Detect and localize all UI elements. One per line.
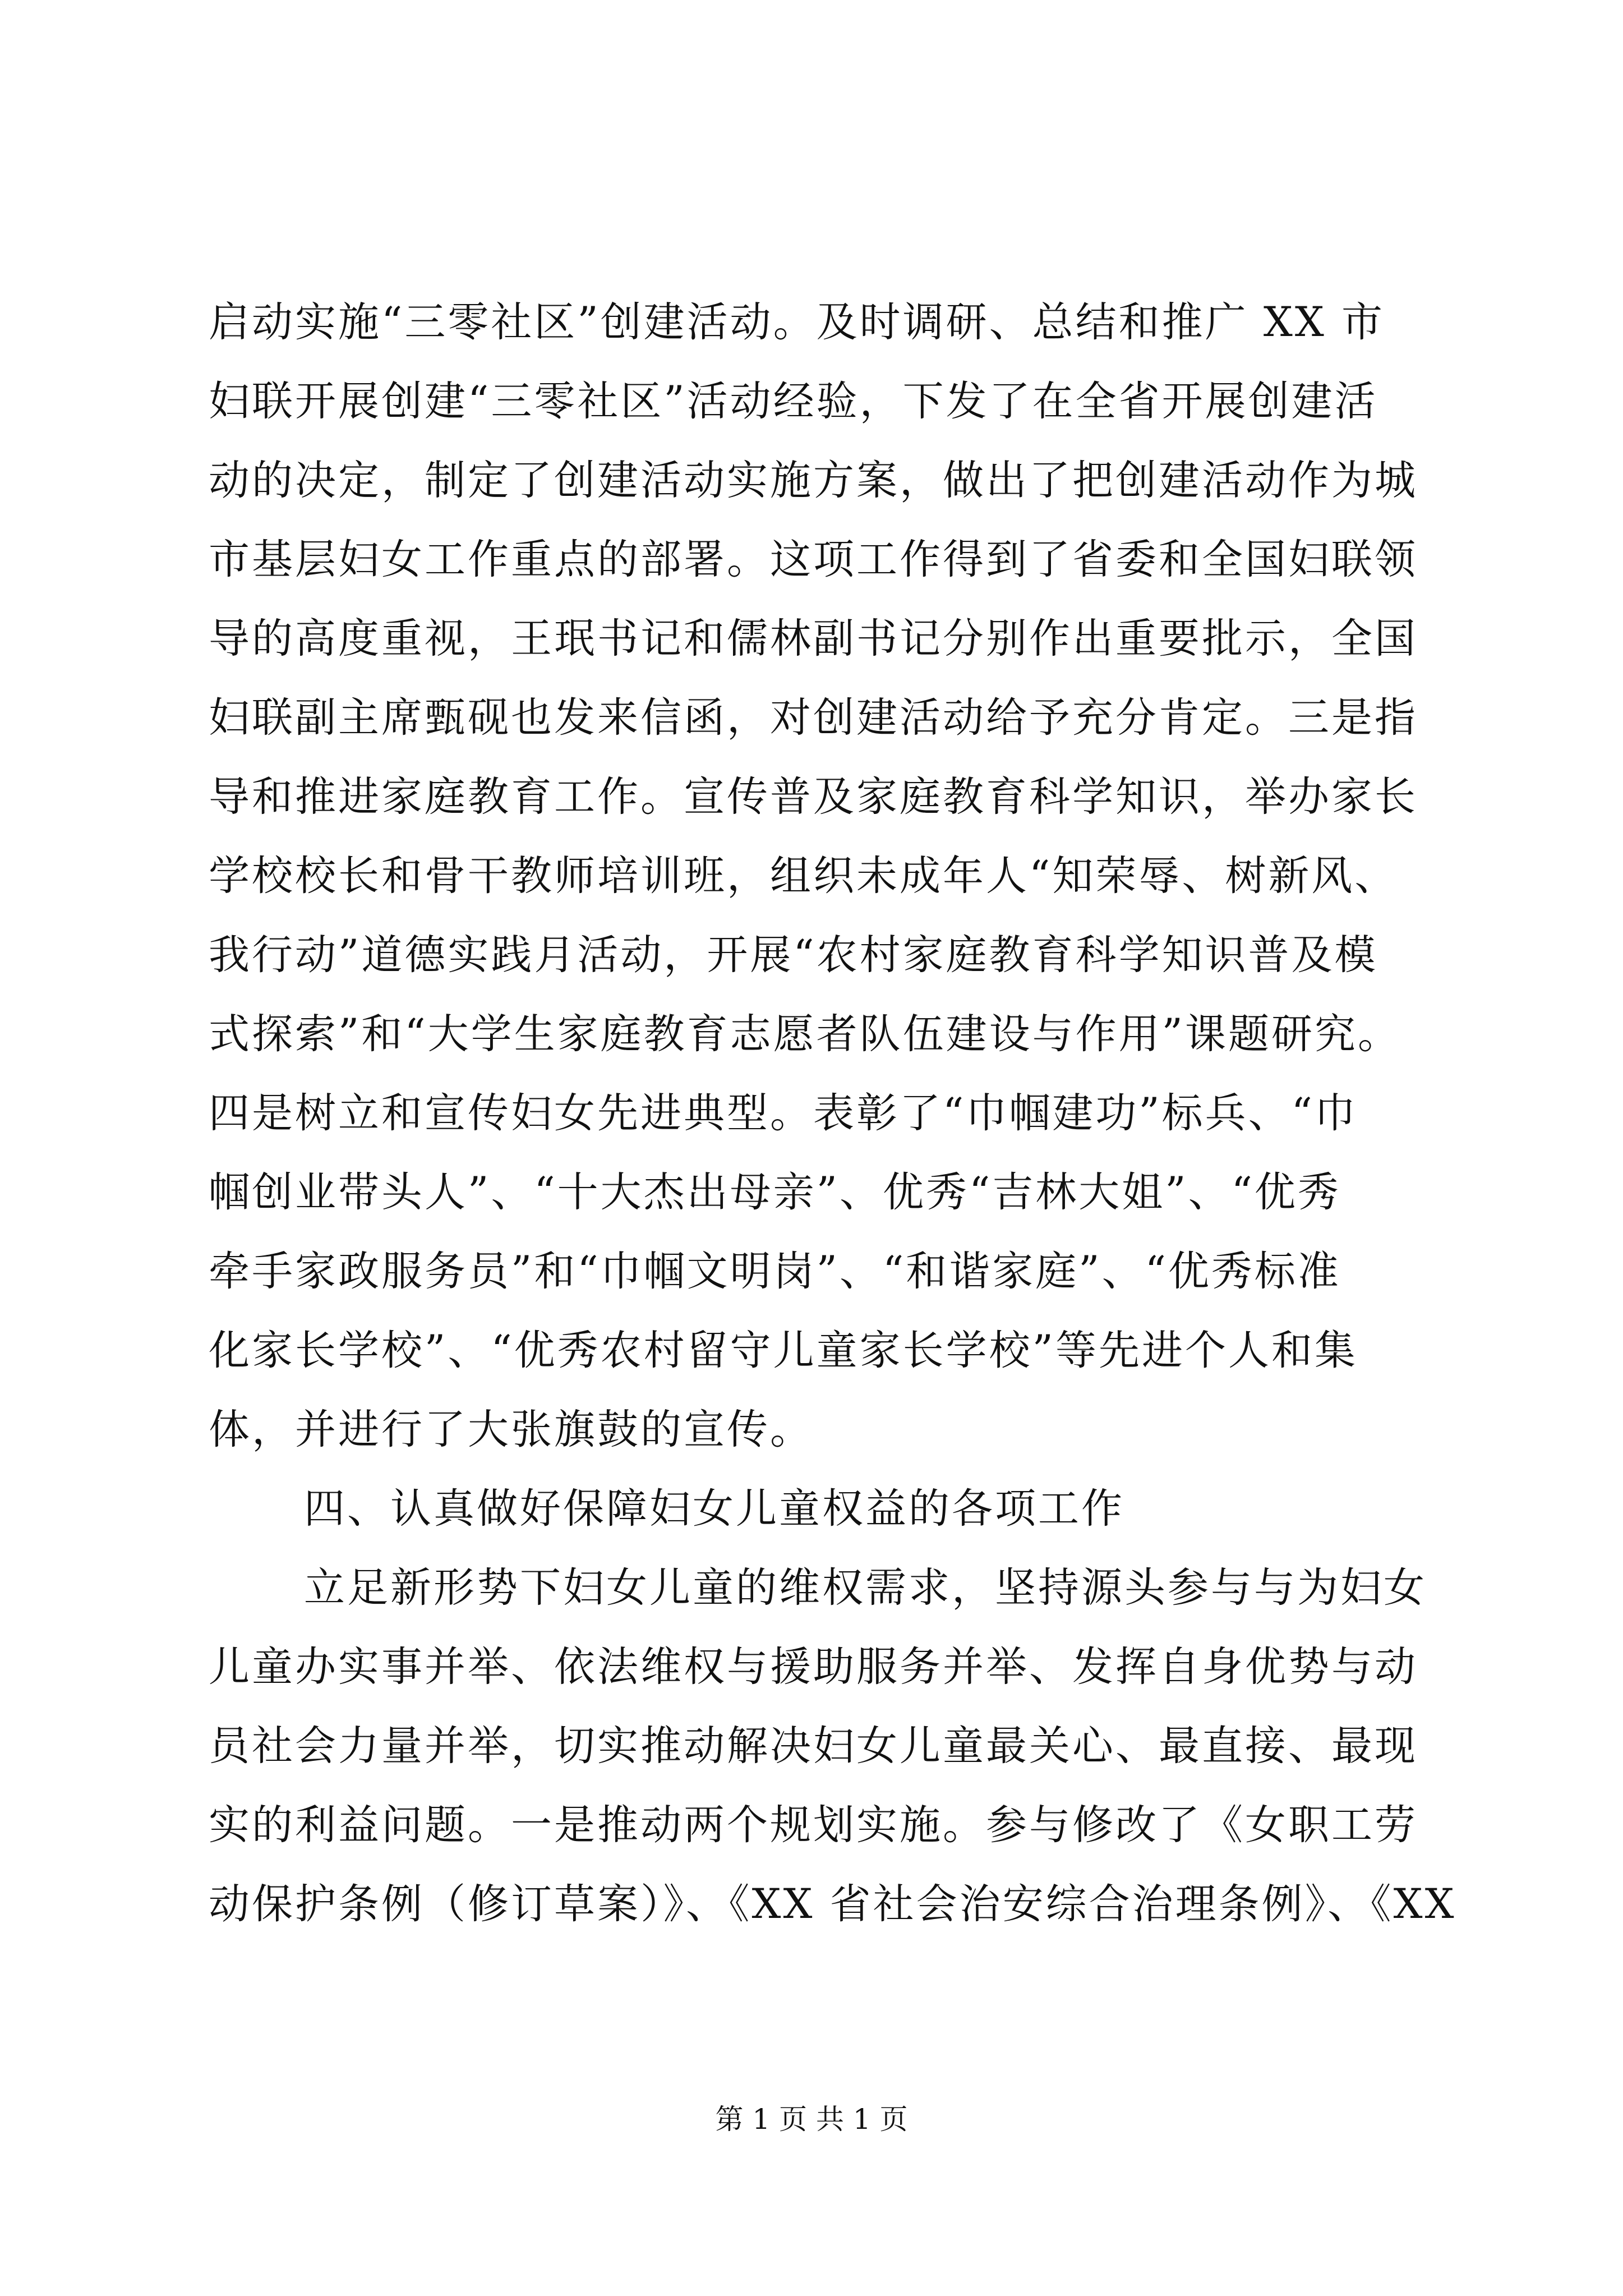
text-line: 帼创业带头人”、“十大杰出母亲”、优秀“吉林大姐”、“优秀 <box>209 1168 1341 1216</box>
text-line: 导和推进家庭教育工作。宣传普及家庭教育科学知识，举办家长 <box>209 773 1418 821</box>
text-line: 妇联副主席甄砚也发来信函，对创建活动给予充分肯定。三是指 <box>209 694 1418 742</box>
text-line: 儿童办实事并举、依法维权与援助服务并举、发挥自身优势与动 <box>209 1643 1418 1691</box>
text-line: 员社会力量并举，切实推动解决妇女儿童最关心、最直接、最现 <box>209 1722 1418 1770</box>
text-line: 实的利益问题。一是推动两个规划实施。参与修改了《女职工劳 <box>209 1801 1418 1849</box>
page-footer <box>0 2102 1623 2136</box>
text-line: 四是树立和宣传妇女先进典型。表彰了“巾帼建功”标兵、“巾 <box>209 1089 1358 1137</box>
text-line: 启动实施“三零社区”创建活动。及时调研、总结和推广 XX 市 <box>209 298 1385 346</box>
text-line: 市基层妇女工作重点的部署。这项工作得到了省委和全国妇联领 <box>209 536 1418 583</box>
text-line: 动的决定，制定了创建活动实施方案，做出了把创建活动作为城 <box>209 457 1418 504</box>
page-number: 第 1 页 共 1 页 <box>715 2103 908 2136</box>
text-line: 体，并进行了大张旗鼓的宣传。 <box>209 1406 813 1453</box>
section-heading: 四、认真做好保障妇女儿童权益的各项工作 <box>304 1485 1124 1533</box>
document-body <box>209 283 1456 1944</box>
text-line: 动保护条例（修订草案）》、《XX 省社会治安综合治理条例》、《XX <box>209 1880 1456 1928</box>
text-line: 式探索”和“大学生家庭教育志愿者队伍建设与作用”课题研究。 <box>209 1010 1401 1058</box>
text-line: 立足新形势下妇女儿童的维权需求，坚持源头参与与为妇女 <box>304 1564 1427 1612</box>
text-line: 牵手家政服务员”和“巾帼文明岗”、“和谐家庭”、“优秀标准 <box>209 1248 1341 1295</box>
text-line: 化家长学校”、“优秀农村留守儿童家长学校”等先进个人和集 <box>209 1327 1358 1374</box>
text-line: 我行动”道德实践月活动，开展“农村家庭教育科学知识普及模 <box>209 931 1378 979</box>
text-line: 导的高度重视，王珉书记和儒林副书记分别作出重要批示，全国 <box>209 615 1418 662</box>
text-line: 妇联开展创建“三零社区”活动经验，下发了在全省开展创建活 <box>209 378 1378 425</box>
text-line: 学校校长和骨干教师培训班，组织未成年人“知荣辱、树新风、 <box>209 852 1398 900</box>
